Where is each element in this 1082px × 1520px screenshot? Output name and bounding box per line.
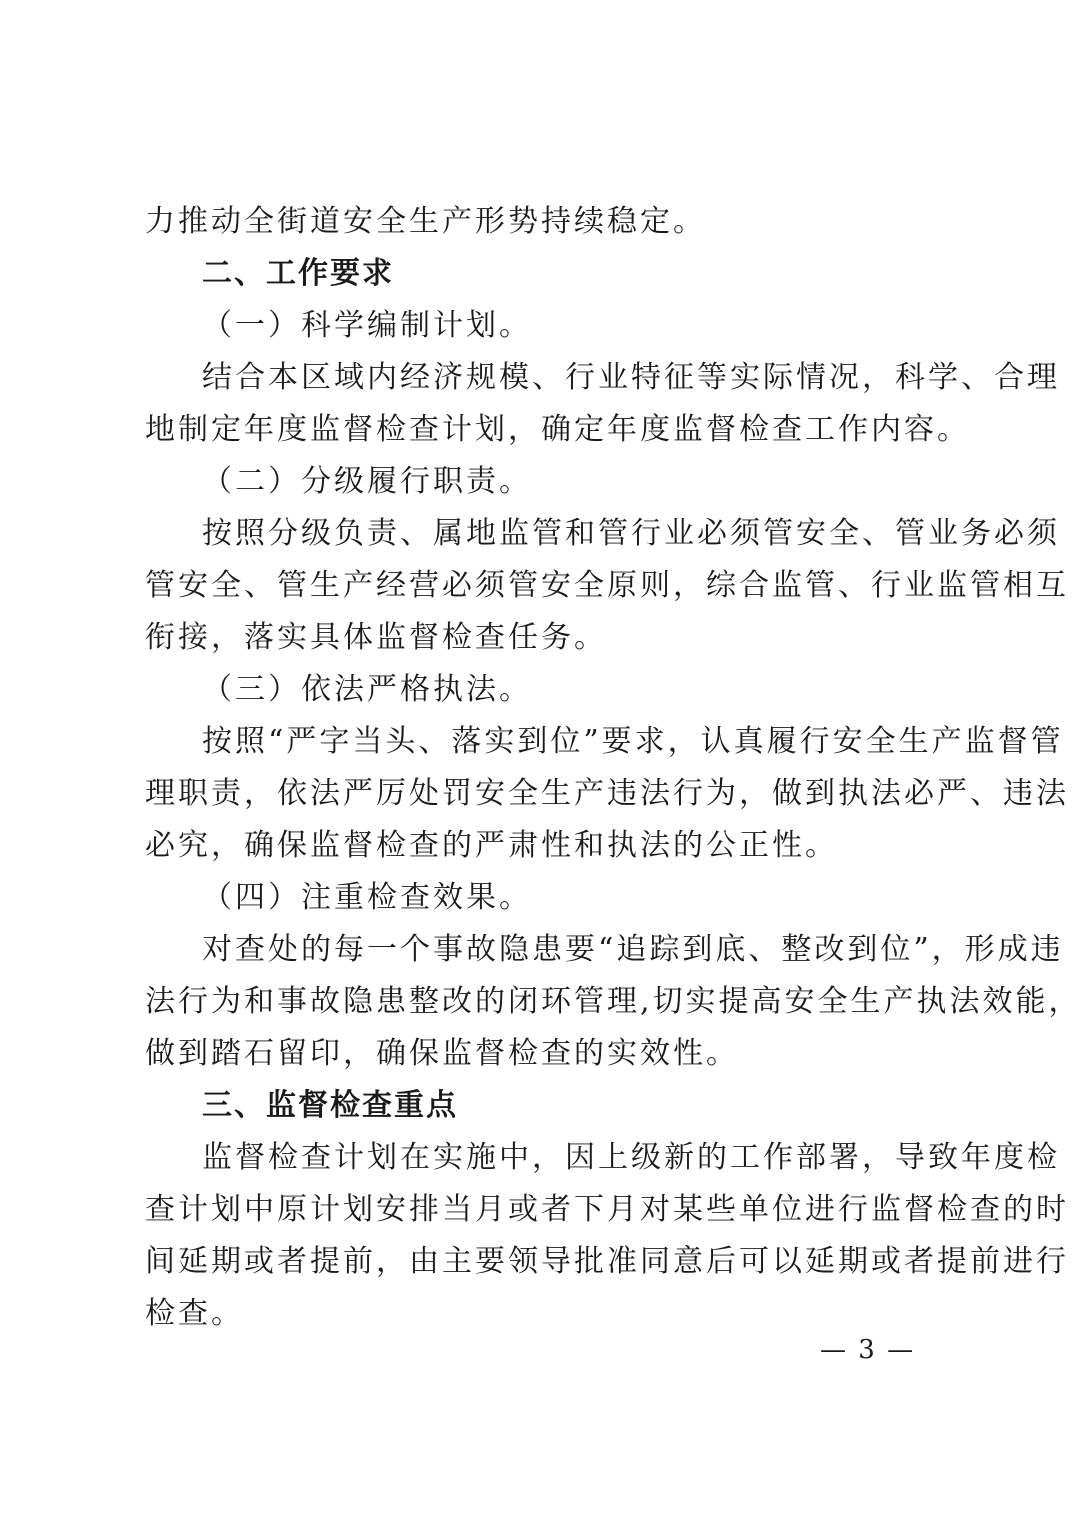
paragraph-line: 监督检查计划在实施中，因上级新的工作部署，导致年度检 bbox=[202, 1140, 1060, 1175]
paragraph-line: 间延期或者提前，由主要领导批准同意后可以延期或者提前进行 bbox=[145, 1244, 1069, 1279]
subheading-graded-duties: （二）分级履行职责。 bbox=[202, 464, 532, 499]
paragraph-line: 法行为和事故隐患整改的闭环管理,切实提高安全生产执法效能， bbox=[145, 984, 1082, 1019]
paragraph-line: 地制定年度监督检查计划，确定年度监督检查工作内容。 bbox=[145, 412, 970, 447]
subheading-inspection-effectiveness: （四）注重检查效果。 bbox=[202, 880, 532, 915]
paragraph-line: 衔接，落实具体监督检查任务。 bbox=[145, 620, 607, 655]
paragraph-line: 做到踏石留印，确保监督检查的实效性。 bbox=[145, 1036, 739, 1071]
paragraph-line: 结合本区域内经济规模、行业特征等实际情况，科学、合理 bbox=[202, 360, 1060, 395]
paragraph-line: 查计划中原计划安排当月或者下月对某些单位进行监督检查的时 bbox=[145, 1192, 1069, 1227]
section-heading-work-requirements: 二、工作要求 bbox=[202, 256, 394, 291]
section-heading-inspection-focus: 三、监督检查重点 bbox=[202, 1088, 458, 1123]
subheading-strict-law-enforcement: （三）依法严格执法。 bbox=[202, 672, 532, 707]
paragraph-line: 检查。 bbox=[145, 1296, 244, 1331]
page-number: — 3 — bbox=[820, 1335, 916, 1365]
subheading-scientific-planning: （一）科学编制计划。 bbox=[202, 308, 532, 343]
paragraph-line: 管安全、管生产经营必须管安全原则，综合监管、行业监管相互 bbox=[145, 568, 1069, 603]
paragraph-line: 必究，确保监督检查的严肃性和执法的公正性。 bbox=[145, 828, 838, 863]
paragraph-line: 理职责，依法严厉处罚安全生产违法行为，做到执法必严、违法 bbox=[145, 776, 1069, 811]
paragraph-line: 对查处的每一个事故隐患要“追踪到底、整改到位”，形成违 bbox=[202, 932, 1064, 967]
paragraph-continuation: 力推动全街道安全生产形势持续稳定。 bbox=[145, 204, 706, 239]
paragraph-line: 按照“严字当头、落实到位”要求，认真履行安全生产监督管 bbox=[202, 724, 1064, 759]
paragraph-line: 按照分级负责、属地监管和管行业必须管安全、管业务必须 bbox=[202, 516, 1060, 551]
